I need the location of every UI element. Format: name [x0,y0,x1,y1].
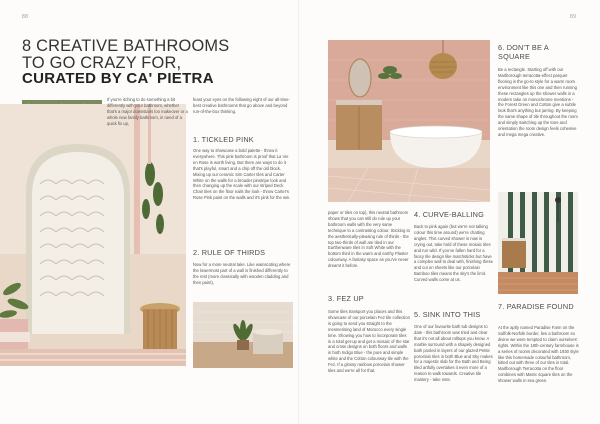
section-3-title: 3. FEZ UP [328,294,364,303]
section-7-title: 7. PARADISE FOUND [498,302,574,311]
section-4-title: 4. CURVE-BALLING [414,210,484,219]
pink-bathroom-photo [0,104,186,366]
neutral-bathroom-photo [193,302,293,368]
section-1-text: One way to showcase a bold palette - throw it everywhere. This pink bathroom is proof that La Vie en Rose is worth living. But there are ways to do it that's playful, smart and a chip off the old block. Mixing up our ceramic Sim Carter tiles and Carter White on the walls for a broader pinstripe look and then changing up the scale with our striped Deck Chair tiles on the floor nails the look - throw Carter's Rose Pink paint on the walls and it's pink for the win. [193,148,291,201]
headline-line-3: CURATED BY CA' PIETRA [22,70,214,87]
article-headline [22,38,292,88]
section-1-title: 1. TICKLED PINK [193,135,254,144]
page-number-left: 88 [22,14,29,20]
section-5-title: 5. SINK INTO THIS [414,310,481,319]
headline-line-1: 8 CREATIVE BATHROOMS [22,37,230,55]
intro-column-2: feast your eyes on the following eight of our all-time-best creative bathrooms that go above and beyond run-of-the-box thinking. [193,97,290,114]
striped-shower-photo [498,192,578,294]
page-number-right: 89 [570,14,577,20]
section-3-text: Some tiles transport you places and this showcase of our porcelain Fez tile collection is going to send you straight to the mesmerising land of Morocco every single time. Showing you how to incorporate tiles in a total get-up and get a mosaic of the star and cross designs on both floors and walls in both Indigo Blue - the pure and simple white and the Cotton colourway tile with the Fez. If a glossy rainbow porcelain shower tiles and we're all for that. [328,309,410,374]
headline-line-2: TO GO CRAZY FOR, [22,53,182,72]
freestanding-tub-photo [328,40,490,202]
section-6-text: Be a rectangle. Starting off with our Marlborough terracotta-effect parquet flooring is the go-to style for a warm room environment like this one and then running these rectangles up the shower walls in a modern take on monochrome mentions - the Forest Green and Cotton give a subtle look that's anything but jarring. By keeping the same shape of tile throughout the room and simply switching up the tone and orientation the room design feels cohesive and mega mega creative. [498,67,578,137]
section-2-text: Now for a more neutral take. Like wainscoting where the lowermost part of a wall is finished differently to the rest (more classically with wooden cladding and then paint), [193,262,291,285]
intro-column-1: If you're itching to do something a bit differently with your bathroom, whether that's a major downstairs loo makeover or a whole new family bathroom, in need of a quick fix up, [107,97,188,126]
section-6-title: 6. DON'T BE A SQUARE [498,43,549,61]
section-2-title: 2. RULE OF THIRDS [193,248,266,257]
right-page [300,0,600,424]
section-2-continued-text: paper or tiles on top), this neutral bathroom shows that you can still do rule up your bathroom walls with the very same technique to a contrasting colour. Sticking to the aesthetically-pleasing rule of thirds - the top two-thirds of wall are tiled in our Earthenware tiles in Soft White with the bottom third in the warm and earthy Plaster colourway. A fantasy space as you've never dreamt it before. [328,210,410,269]
section-4-text: Back to pink again (but we're not talking colour this time around) we're chatting angles. This curved shower is now is crying out, take hold of these mosaic tiles and run wild. If you've fallen hard for a fancy tile design like matchsticks but have a complex wall to deal with, finishing these and cut on sheets like our porcelain Bamboo tiles means the sky's the limit. Curved walls come at us. [414,224,493,283]
section-7-text: At the aptly named Paradise Farm on the Suffolk-Norfolk border, lies a bathroom so divine we were tempted to claim ourselves' rights. Within the 18th-century farmhouse is a series of rooms decorated with 1930 style like this homemade colourful bathroom, kitted out with three of our tiles in total. Marlborough Terracotta on the floor combines with Matric square tiles on the shower walls in sea green. [498,325,579,384]
section-5-text: One of our favourite bath tub designs to date - this bathroom was tried and clear that it's not all about rolltops you know. A marble surround with a shapely designed bath pooled in layers of our glazed Petite porcelain tiles in both Blue and Sky makes for a majestic slab for the Bath and Being tiled artfully overtakes it even more of a reason to walk towards. Creative tile mastery - take note. [414,324,493,383]
